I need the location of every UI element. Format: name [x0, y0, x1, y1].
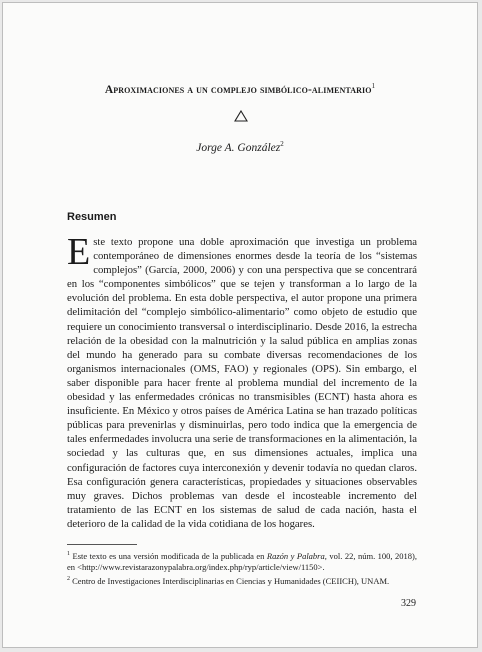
author-line — [3, 140, 477, 154]
footnote-rule — [67, 544, 137, 545]
author-footnote-mark: 2 — [280, 140, 284, 148]
footnote-text: Este texto es una versión modificada de la publicada en — [72, 550, 267, 561]
page-number: 329 — [401, 598, 416, 609]
triangle-ornament-icon — [234, 110, 248, 122]
abstract-paragraph — [67, 231, 417, 531]
abstract-text: ste texto propone una doble aproximación que investiga un problema contemporáneo de dimensiones enormes desde la teoría de los “sistemas complejos” (García, 2000, 2006) y con una perspectiva que se concentrará en los “componentes simbólicos” que se tejen y transforman a lo largo de la evolución del problema. En esta doble perspectiva, el autor propone una primera delimitación del “complejo simbólico-alimentario” como objeto de estudio que requiere un conocimiento transversal o interdisciplinario. Desde 2016, la estrecha relación de la obesidad con la malnutrición y la salud pública en amplias zonas del mundo ha generado para su combate diversas recomendaciones de los organismos internacionales (OMS, FAO) y regionales (OPS). Sin embargo, el saber disponible para hacer frente al problema mundial del incremento de la obesidad y las enfermedades crónicas no transmisibles (ECNT) hasta ahora es insuficiente. En México y otros países de América Latina se han trazado políticas públicas para prevenirlas y disminuirlas, pero todo indica que la emergencia de tales enfermedades involucra una serie de transformaciones en la alimentación, la sociedad y las culturas que, en sus dimensiones actuales, implica una configuración de factores cuya interconexión y devenir todavía no quedan claros. Esa configuración genera características, propiedades y situaciones observables muy graves. Dichos problemas van desde el incosteable incremento del tratamiento de las ECNT en los sistemas de salud de cada nación, hasta el deterioro de la calidad de la vida cotidiana de los hogares. — [67, 236, 417, 530]
footnote-2 — [67, 574, 417, 587]
footnotes — [67, 549, 417, 588]
article-title-text: Aproximaciones a un complejo simbólico-alimentario — [104, 83, 372, 96]
title-footnote-mark: 1 — [371, 82, 376, 90]
footnote-text-end: , vol. 22, núm. 100, 2018), en <http://www.revistarazonypalabra.org/index.php/ryp/article/view/1150>. — [67, 550, 418, 572]
footnote-mark: 1 — [67, 551, 70, 557]
footnote-1 — [67, 549, 417, 573]
footnote-mark: 2 — [67, 575, 70, 582]
author-name: Jorge A. González — [196, 141, 281, 154]
footnote-journal-name: Razón y Palabra — [266, 550, 325, 561]
drop-cap: E — [67, 231, 91, 273]
footnote-text: Centro de Investigaciones Interdisciplinarias en Ciencias y Humanidades (CEIICH), UNAM. — [72, 575, 390, 586]
article-title — [3, 82, 477, 96]
book-page — [2, 2, 478, 648]
section-heading: Resumen — [67, 211, 117, 223]
